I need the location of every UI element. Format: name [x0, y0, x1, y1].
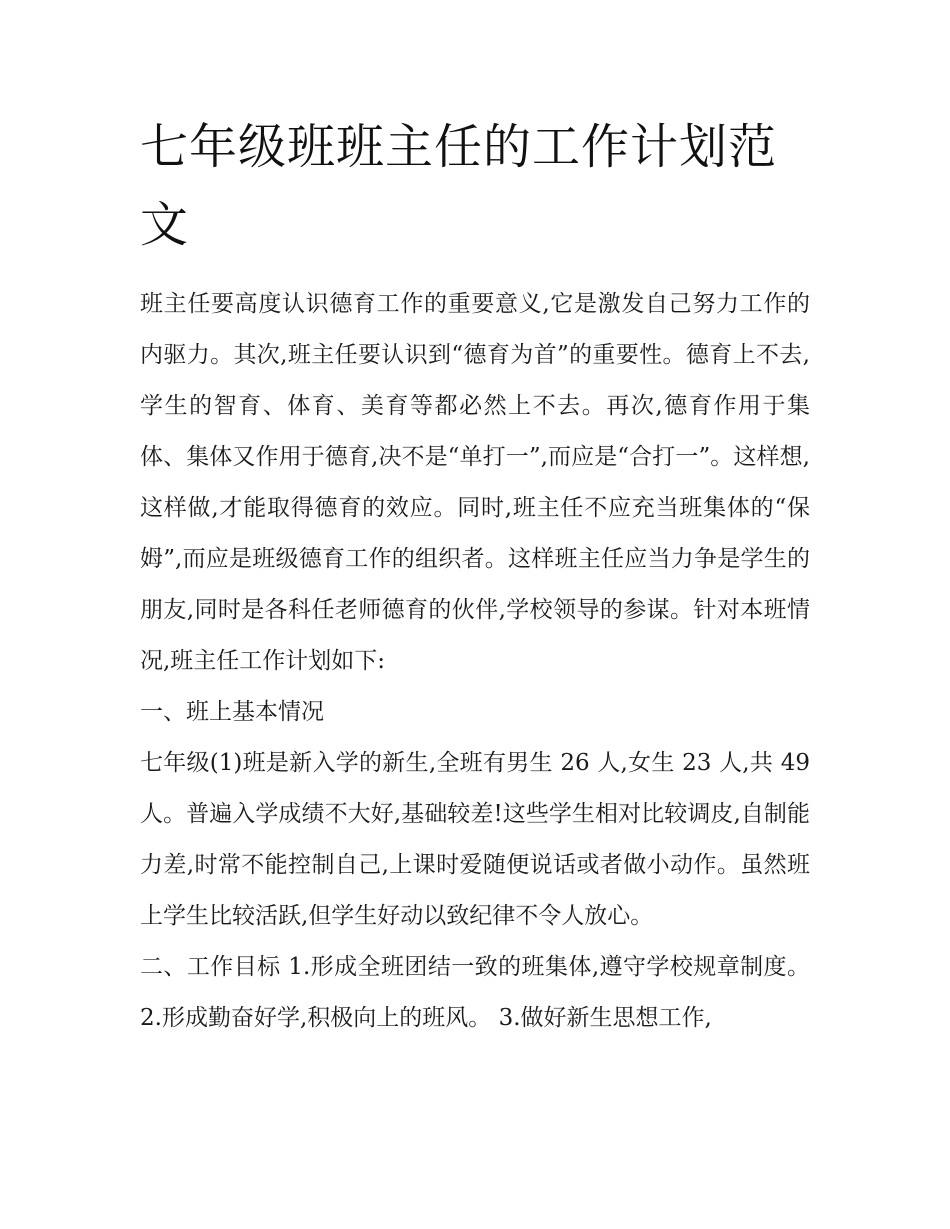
section-heading-basic-situation: 一、班上基本情况: [140, 699, 324, 725]
intro-paragraph: 班主任要高度认识德育工作的重要意义,它是激发自己努力工作的内驱力。其次,班主任要认识到“德育为首”的重要性。德育上不去,学生的智育、体育、美育等都必然上不去。再次,德育作用于集体、集体又作用于德育,决不是“单打一”,而应是“合打一”。这样想,这样做,才能取得德育的效应。同时,班主任不应充当班集体的“保姆”,而应是班级德育工作的组织者。这样班主任应当力争是学生的朋友,同时是各科任老师德育的伙伴,学校领导的参谋。针对本班情况,班主任工作计划如下:: [140, 291, 810, 674]
work-goals-paragraph: 二、工作目标 1.形成全班团结一致的班集体,遵守学校规章制度。 2.形成勤奋好学,积极向上的班风。 3.做好新生思想工作,: [140, 954, 810, 1031]
class-situation-paragraph: 七年级(1)班是新入学的新生,全班有男生 26 人,女生 23 人,共 49 人。普遍入学成绩不大好,基础较差!这些学生相对比较调皮,自制能力差,时常不能控制自己,上课时爱随便说话或者做小动作。虽然班上学生比较活跃,但学生好动以致纪律不令人放心。: [140, 750, 810, 929]
document-title: 七年级班班主任的工作计划范文: [140, 119, 778, 253]
document-body: [140, 279, 810, 1044]
